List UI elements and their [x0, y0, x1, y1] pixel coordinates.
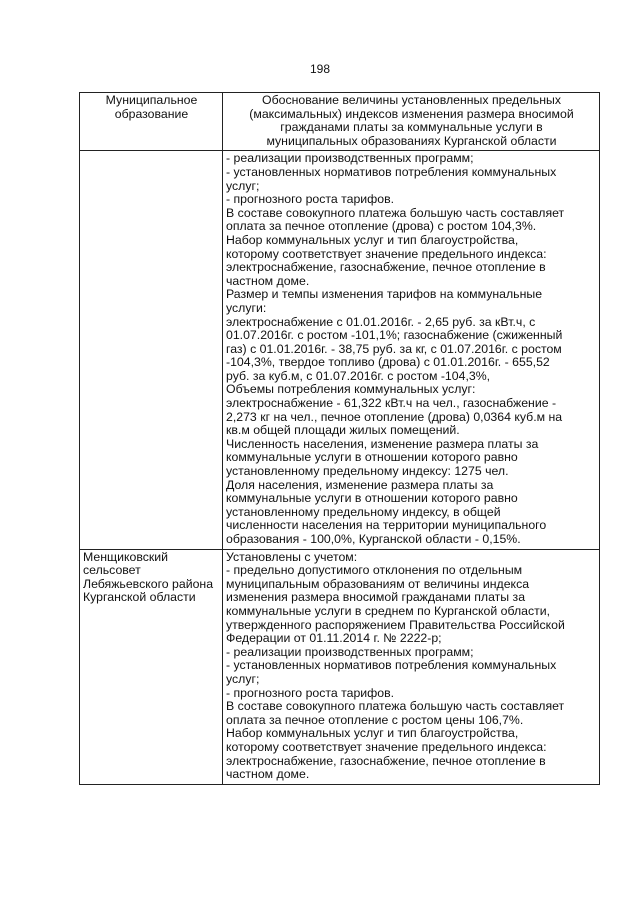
municipality-cell [80, 151, 223, 549]
table-row [80, 549, 600, 784]
text-line: - прогнозного роста тарифов. [226, 192, 395, 207]
text-line: Установлены с учетом: [226, 549, 358, 564]
table-row [80, 151, 600, 549]
header-rationale [223, 93, 600, 151]
text-line: 2,273 кг на чел., печное отопление (дрова) 0,0364 куб.м на [226, 409, 563, 424]
text-line: руб. за куб.м, с 01.07.2016г. с ростом -104,3%, [226, 368, 491, 383]
text-line: - реализации производственных программ; [226, 151, 474, 166]
text-line: кв.м общей площади жилых помещений. [226, 423, 460, 438]
municipal-index-table [79, 92, 600, 785]
rationale-cell [223, 549, 600, 784]
text-line: муниципальных образованиях Курганской области [266, 133, 557, 148]
text-line: частном доме. [226, 273, 310, 288]
text-line: услуг; [226, 671, 260, 686]
text-line: - предельно допустимого отклонения по отдельным [226, 563, 523, 578]
text-line: (максимальных) индексов изменения размера вносимой [249, 106, 574, 121]
text-line: В составе совокупного платежа большую часть составляет [226, 699, 565, 714]
text-line: коммунальные услуги в отношении которого равно [226, 491, 518, 506]
text-line: услуги: [226, 300, 267, 315]
text-line: образование [114, 106, 189, 121]
table-header [80, 93, 600, 151]
text-line: Федерации от 01.11.2014 г. № 2222-р; [226, 631, 442, 646]
text-line: оплата за печное отопление (дрова) с ростом 104,3%. [226, 219, 537, 234]
text-line: Размер и темпы изменения тарифов на коммунальные [226, 287, 543, 302]
table-body [80, 151, 600, 784]
text-line: Численность населения, изменение размера платы за [226, 436, 539, 451]
text-line: гражданами платы за коммунальные услуги в [280, 120, 543, 135]
text-line: 01.07.2016г. с ростом -101,1%; газоснабжение (сжиженный [226, 328, 563, 343]
text-line: Набор коммунальных услуг и тип благоустройства, [226, 232, 519, 247]
text-line: - установленных нормативов потребления коммунальных [226, 658, 557, 673]
text-line: Объемы потребления коммунальных услуг: [226, 382, 476, 397]
text-line: услуг; [226, 178, 260, 193]
text-line: электроснабжение, газоснабжение, печное отопление в [226, 753, 546, 768]
text-line: муниципальным образованиям от величины индекса [226, 576, 530, 591]
text-line: газ) с 01.01.2016г. - 38,75 руб. за кг, с 01.07.2016г. с ростом [226, 341, 562, 356]
text-line: - установленных нормативов потребления коммунальных [226, 164, 557, 179]
text-line: - реализации производственных программ; [226, 644, 474, 659]
text-line: электроснабжение - 61,322 кВт.ч на чел., газоснабжение - [226, 396, 557, 411]
text-line: Менщиковский [83, 549, 169, 564]
page-number: 198 [309, 62, 331, 76]
text-line: образования - 100,0%, Курганской области - 0,15%. [226, 532, 521, 546]
text-line: Обоснование величины установленных предельных [262, 93, 561, 107]
text-line: коммунальные услуги в отношении которого равно [226, 450, 518, 465]
text-line: утвержденного распоряжением Правительства Российской [226, 617, 565, 632]
text-line: электроснабжение с 01.01.2016г. - 2,65 руб. за кВт.ч, с [226, 314, 536, 329]
text-line: электроснабжение, газоснабжение, печное отопление в [226, 260, 546, 275]
text-line: Доля населения, изменение размера платы за [226, 477, 494, 492]
text-line: установленному предельному индексу, в общей [226, 504, 501, 519]
rationale-cell [223, 151, 600, 549]
text-line: установленному предельному индексу: 1275 чел. [226, 464, 509, 479]
text-line: численности населения на территории муниципального [226, 518, 547, 533]
text-line: коммунальные услуги в среднем по Курганской области, [226, 603, 551, 618]
municipality-cell [80, 549, 223, 784]
table-header-row [80, 93, 600, 151]
text-line: которому соответствует значение предельного индекса: [226, 246, 547, 261]
text-line: изменения размера вносимой гражданами платы за [226, 590, 526, 605]
text-line: В составе совокупного платежа большую часть составляет [226, 205, 565, 220]
text-line: -104,3%, твердое топливо (дрова) с 01.01.2016г. - 655,52 [226, 355, 550, 370]
header-municipality [80, 93, 223, 151]
text-line: которому соответствует значение предельного индекса: [226, 739, 547, 754]
text-line: Курганской области [83, 590, 196, 605]
text-line: Лебяжьевского района [83, 576, 214, 591]
text-line: оплата за печное отопление с ростом цены 106,7%. [226, 712, 524, 727]
text-line: сельсовет [83, 563, 141, 578]
text-line: Набор коммунальных услуг и тип благоустройства, [226, 726, 519, 741]
text-line: частном доме. [226, 767, 310, 782]
text-line: - прогнозного роста тарифов. [226, 685, 395, 700]
text-line: Муниципальное [105, 93, 198, 107]
